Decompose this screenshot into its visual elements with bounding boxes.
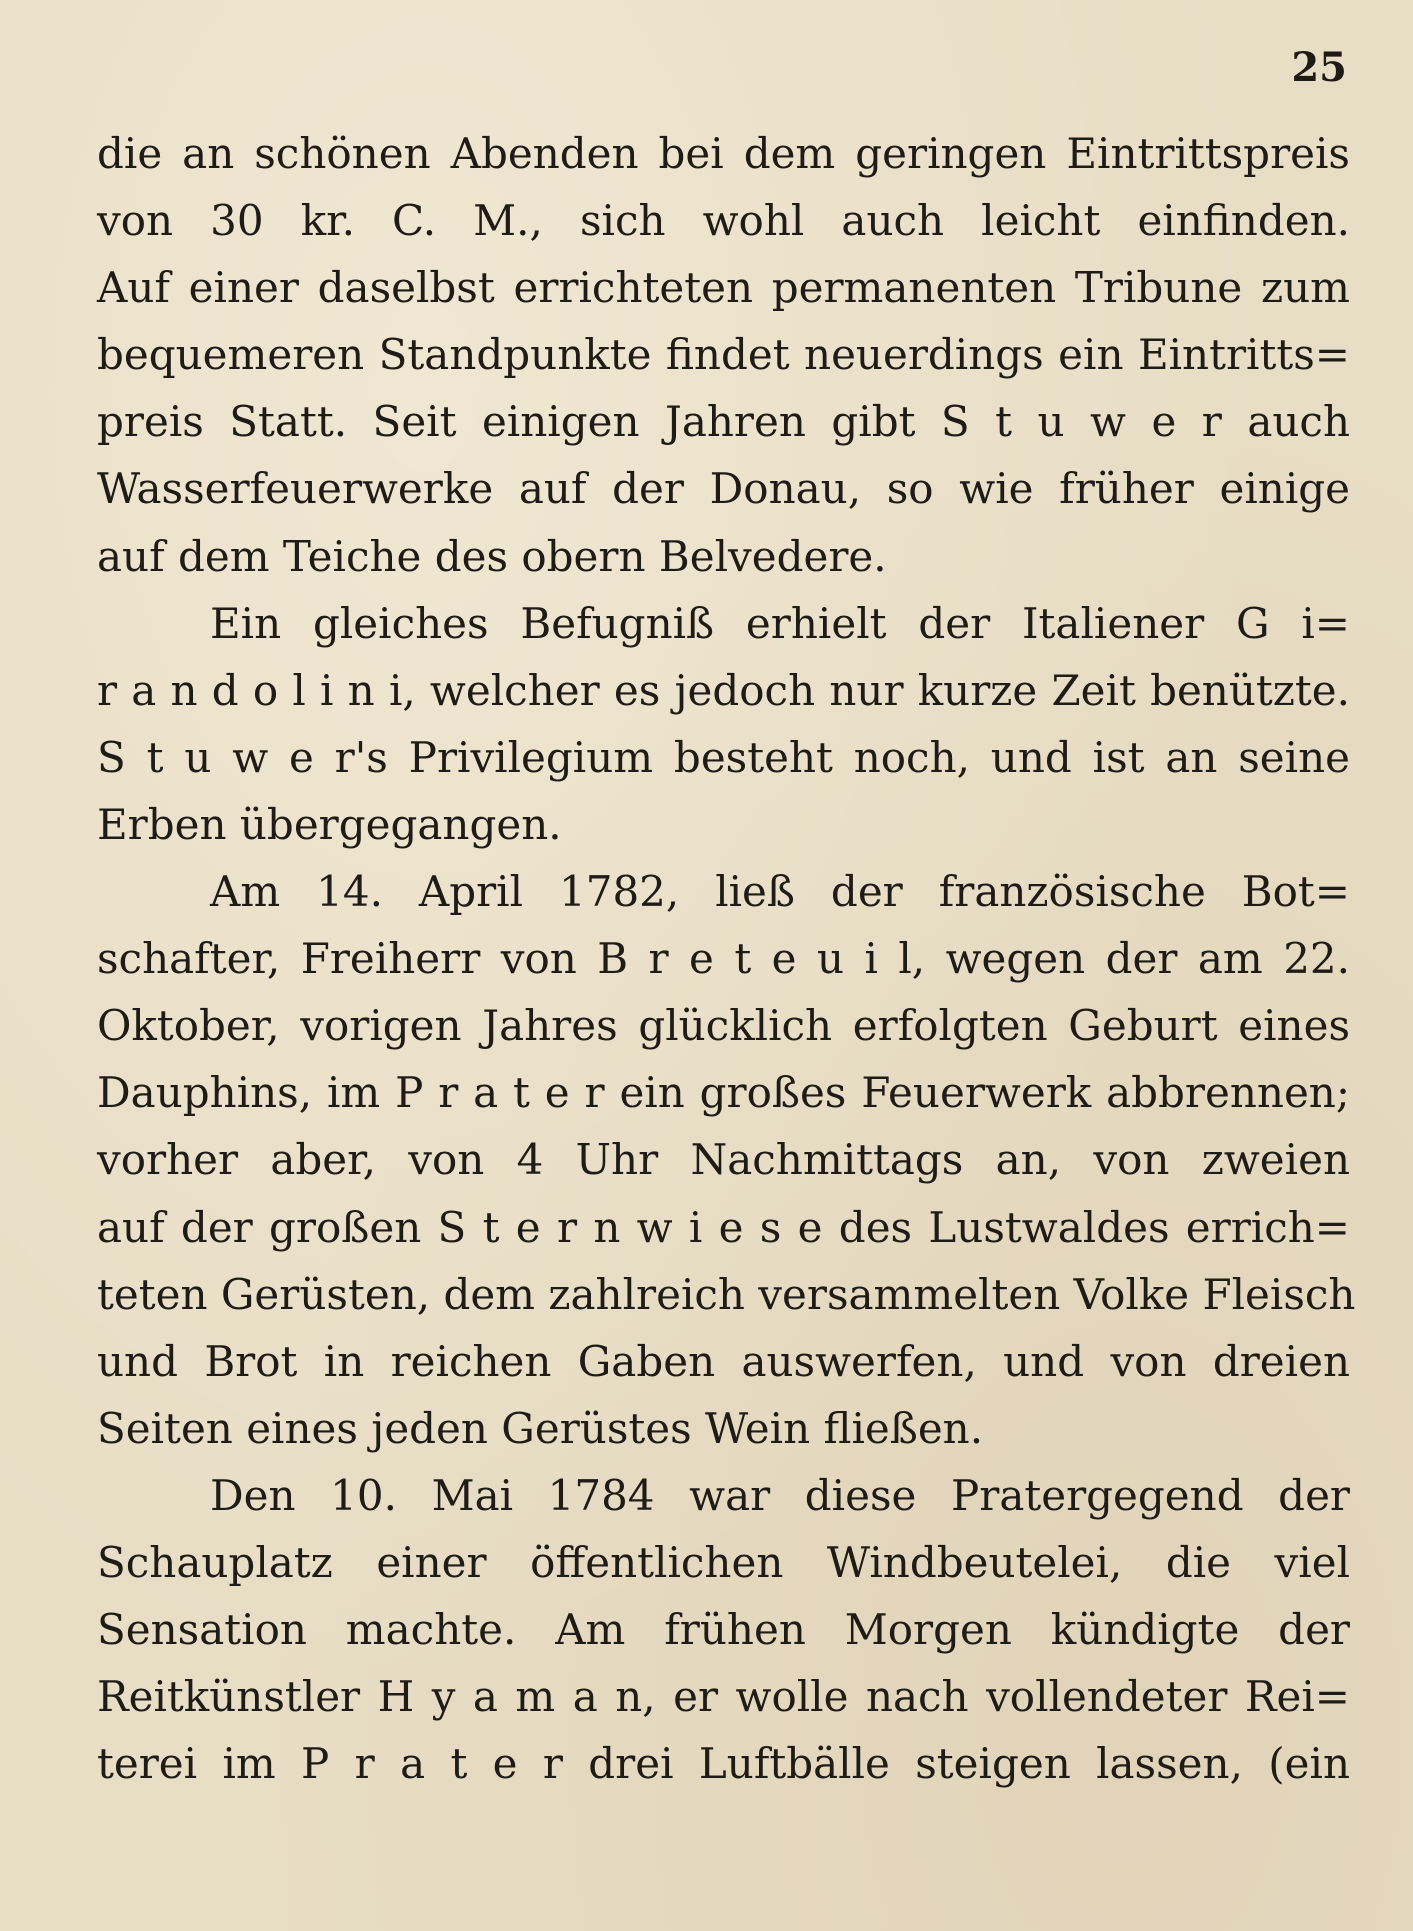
text-line: Den 10. Mai 1784 war diese Pratergegend der bbox=[210, 1470, 1350, 1520]
text-line: preis Statt. Seit einigen Jahren gibt S t u w e r auch bbox=[97, 397, 1350, 447]
text-line: Sensation machte. Am frühen Morgen kündigte der bbox=[97, 1605, 1350, 1655]
text-line: teten Gerüsten, dem zahlreich versammelten Volke Fleisch bbox=[97, 1269, 1356, 1319]
text-line: vorher aber, von 4 Uhr Nachmittags an, von zweien bbox=[97, 1135, 1350, 1185]
text-line: schafter, Freiherr von B r e t e u i l, wegen der am 22. bbox=[97, 934, 1350, 984]
text-line: Reitkünstler H y a m a n, er wolle nach vollendeter Rei= bbox=[97, 1672, 1350, 1722]
text-line: S t u w e r's Privilegium besteht noch, und ist an seine bbox=[97, 732, 1350, 782]
text-line: Am 14. April 1782, ließ der französische Bot= bbox=[210, 867, 1350, 917]
text-line: Erben übergegangen. bbox=[97, 799, 562, 849]
text-line: Ein gleiches Befugniß erhielt der Italiener G i= bbox=[210, 598, 1350, 648]
text-line: auf dem Teiche des obern Belvedere. bbox=[97, 531, 887, 581]
text-line: Schauplatz einer öffentlichen Windbeutelei, die viel bbox=[97, 1537, 1350, 1587]
text-line: von 30 kr. C. M., sich wohl auch leicht einfinden. bbox=[97, 196, 1350, 246]
text-line: Wasserfeuerwerke auf der Donau, so wie früher einige bbox=[97, 464, 1350, 514]
text-line: Auf einer daselbst errichteten permanenten Tribune zum bbox=[97, 263, 1350, 313]
text-line: bequemeren Standpunkte findet neuerdings ein Eintritts= bbox=[97, 330, 1350, 380]
text-line: Seiten eines jeden Gerüstes Wein fließen. bbox=[97, 1403, 984, 1453]
text-line: die an schönen Abenden bei dem geringen Eintrittspreis bbox=[97, 129, 1350, 178]
text-line: Oktober, vorigen Jahres glücklich erfolgten Geburt eines bbox=[97, 1001, 1350, 1051]
text-line: Dauphins, im P r a t e r ein großes Feuerwerk abbrennen; bbox=[97, 1068, 1350, 1118]
text-line: und Brot in reichen Gaben auswerfen, und von dreien bbox=[97, 1336, 1350, 1386]
page-number: 25 bbox=[1291, 44, 1347, 91]
body-text bbox=[97, 120, 1356, 1797]
text-line: auf der großen S t e r n w i e s e des Lustwaldes errich= bbox=[97, 1202, 1350, 1252]
text-line: r a n d o l i n i, welcher es jedoch nur kurze Zeit benützte. bbox=[97, 665, 1350, 715]
text-line: terei im P r a t e r drei Luftbälle steigen lassen, (ein bbox=[97, 1739, 1350, 1789]
